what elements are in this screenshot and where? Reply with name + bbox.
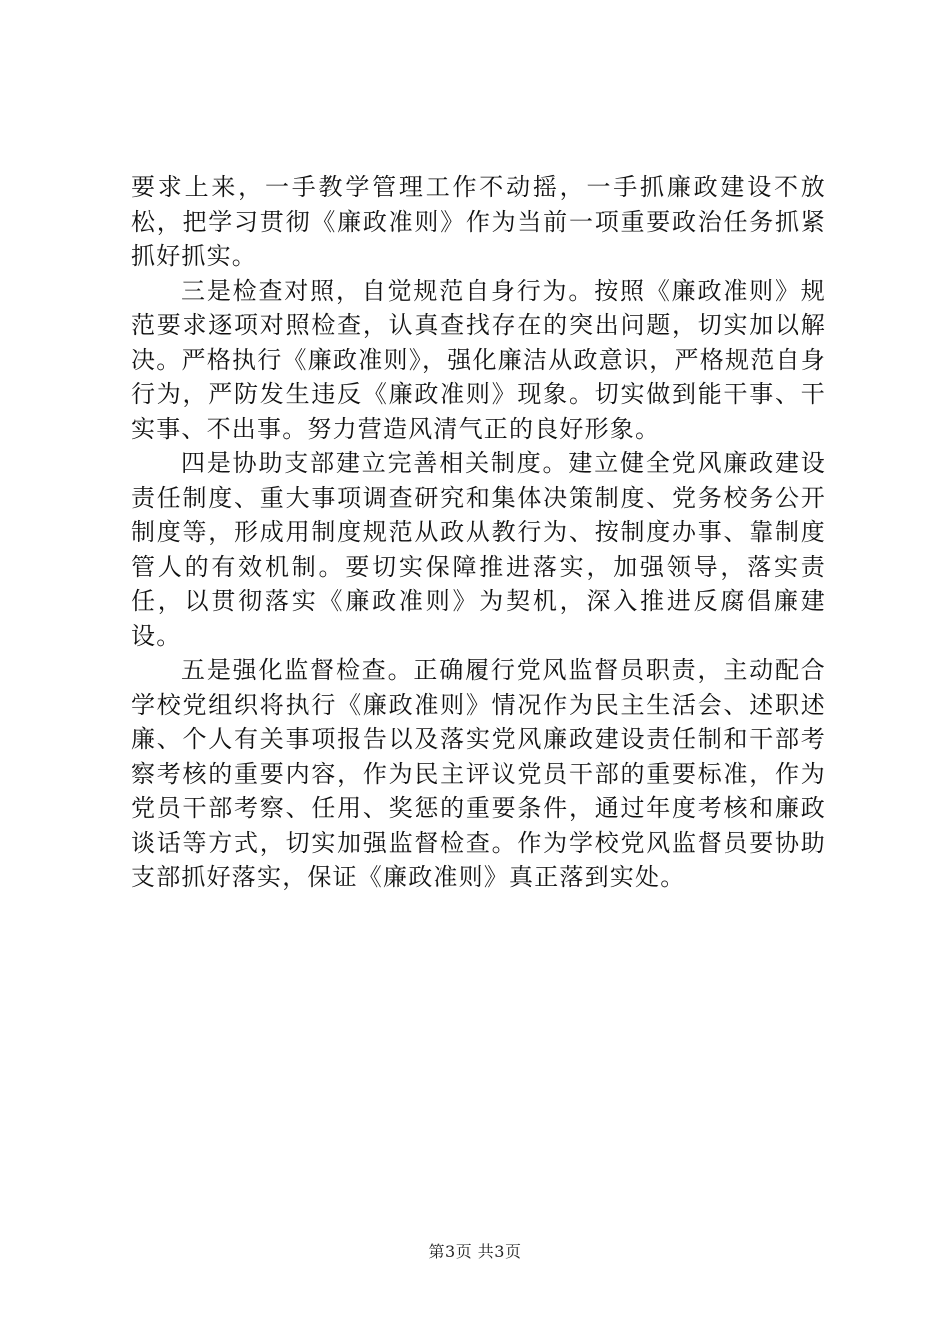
paragraph-point-five: 五是强化监督检查。正确履行党风监督员职责，主动配合学校党组织将执行《廉政准则》情况作为民主生活会、述职述廉、个人有关事项报告以及落实党风廉政建设责任制和干部考察考核的重要内容，作为民主评议党员干部的重要标准，作为党员干部考察、任用、奖惩的重要条件，通过年度考核和廉政谈话等方式，切实加强监督检查。作为学校党风监督员要协助支部抓好落实，保证《廉政准则》真正落到实处。: [131, 656, 826, 891]
document-body: [131, 170, 826, 895]
paragraph-point-three: 三是检查对照，自觉规范自身行为。按照《廉政准则》规范要求逐项对照检查，认真查找存在的突出问题，切实加以解决。严格执行《廉政准则》，强化廉洁从政意识，严格规范自身行为，严防发生违反《廉政准则》现象。切实做到能干事、干实事、不出事。努力营造风清气正的良好形象。: [131, 276, 826, 443]
page-number-footer: 第3页 共3页: [428, 1242, 522, 1261]
paragraph-point-four: 四是协助支部建立完善相关制度。建立健全党风廉政建设责任制度、重大事项调查研究和集体决策制度、党务校务公开制度等，形成用制度规范从政从教行为、按制度办事、靠制度管人的有效机制。要切实保障推进落实，加强领导，落实责任，以贯彻落实《廉政准则》为契机，深入推进反腐倡廉建设。: [131, 449, 826, 650]
paragraph-continuation: 要求上来，一手教学管理工作不动摇，一手抓廉政建设不放松，把学习贯彻《廉政准则》作为当前一项重要政治任务抓紧抓好抓实。: [131, 173, 826, 270]
